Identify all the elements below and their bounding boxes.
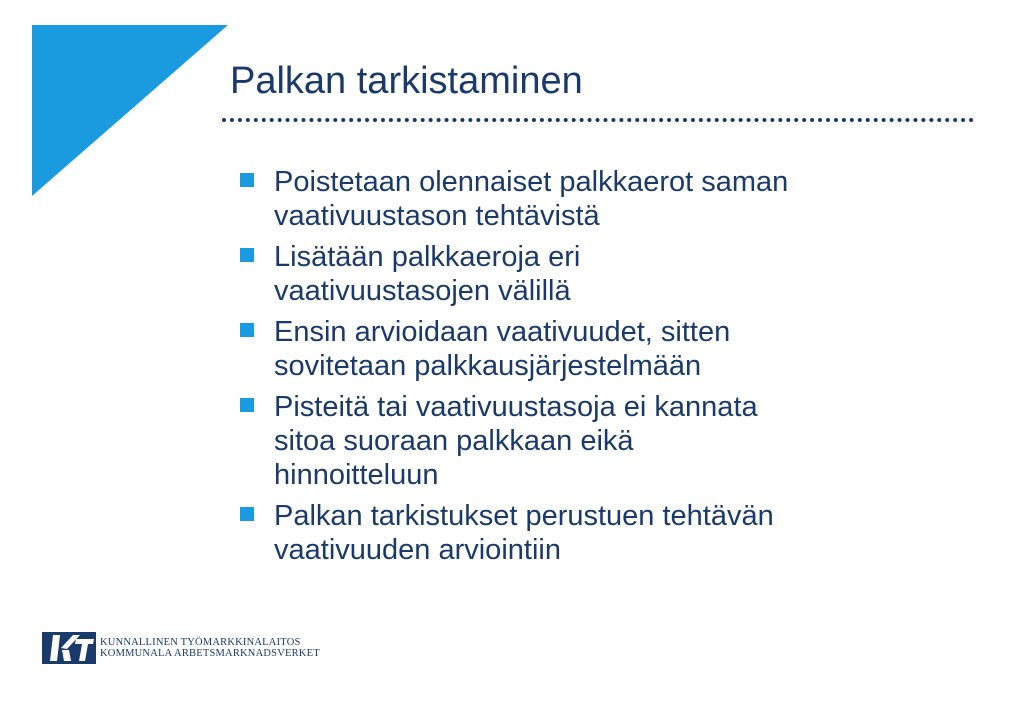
square-bullet-icon <box>240 248 254 262</box>
bullet-line: Ensin arvioidaan vaativuudet, sitten <box>274 316 731 348</box>
bullet-item <box>240 390 940 492</box>
square-bullet-icon <box>240 173 254 187</box>
bullet-line: sitoa suoraan palkkaan eikä <box>274 425 634 457</box>
bullet-line: vaativuuden arviointiin <box>274 534 561 566</box>
bullet-item <box>240 499 940 567</box>
organization-logo <box>40 630 320 666</box>
bullet-list <box>240 165 940 574</box>
bullet-line: Poistetaan olennaiset palkkaerot saman <box>274 166 789 198</box>
organization-names <box>100 637 320 659</box>
bullet-line: vaativuustasojen välillä <box>274 275 571 307</box>
bullet-line: hinnoitteluun <box>274 459 439 491</box>
bullet-line: Pisteitä tai vaativuustasoja ei kannata <box>274 391 758 423</box>
kt-logo-icon <box>40 630 98 666</box>
bullet-line: vaativuustason tehtävistä <box>274 200 600 232</box>
bullet-line: sovitetaan palkkausjärjestelmään <box>274 350 702 382</box>
org-name-swedish: KOMMUNALA ARBETSMARKNADSVERKET <box>100 648 320 659</box>
bullet-line: Lisätään palkkaeroja eri <box>274 241 581 273</box>
bullet-item <box>240 165 940 233</box>
bullet-item <box>240 240 940 308</box>
square-bullet-icon <box>240 323 254 337</box>
square-bullet-icon <box>240 507 254 521</box>
bullet-line: Palkan tarkistukset perustuen tehtävän <box>274 500 774 532</box>
square-bullet-icon <box>240 398 254 412</box>
slide-title: Palkan tarkistaminen <box>230 60 583 102</box>
org-name-finnish: KUNNALLINEN TYÖMARKKINALAITOS <box>100 637 301 648</box>
corner-decoration-icon <box>0 0 240 200</box>
title-divider <box>222 118 974 122</box>
bullet-item <box>240 315 940 383</box>
